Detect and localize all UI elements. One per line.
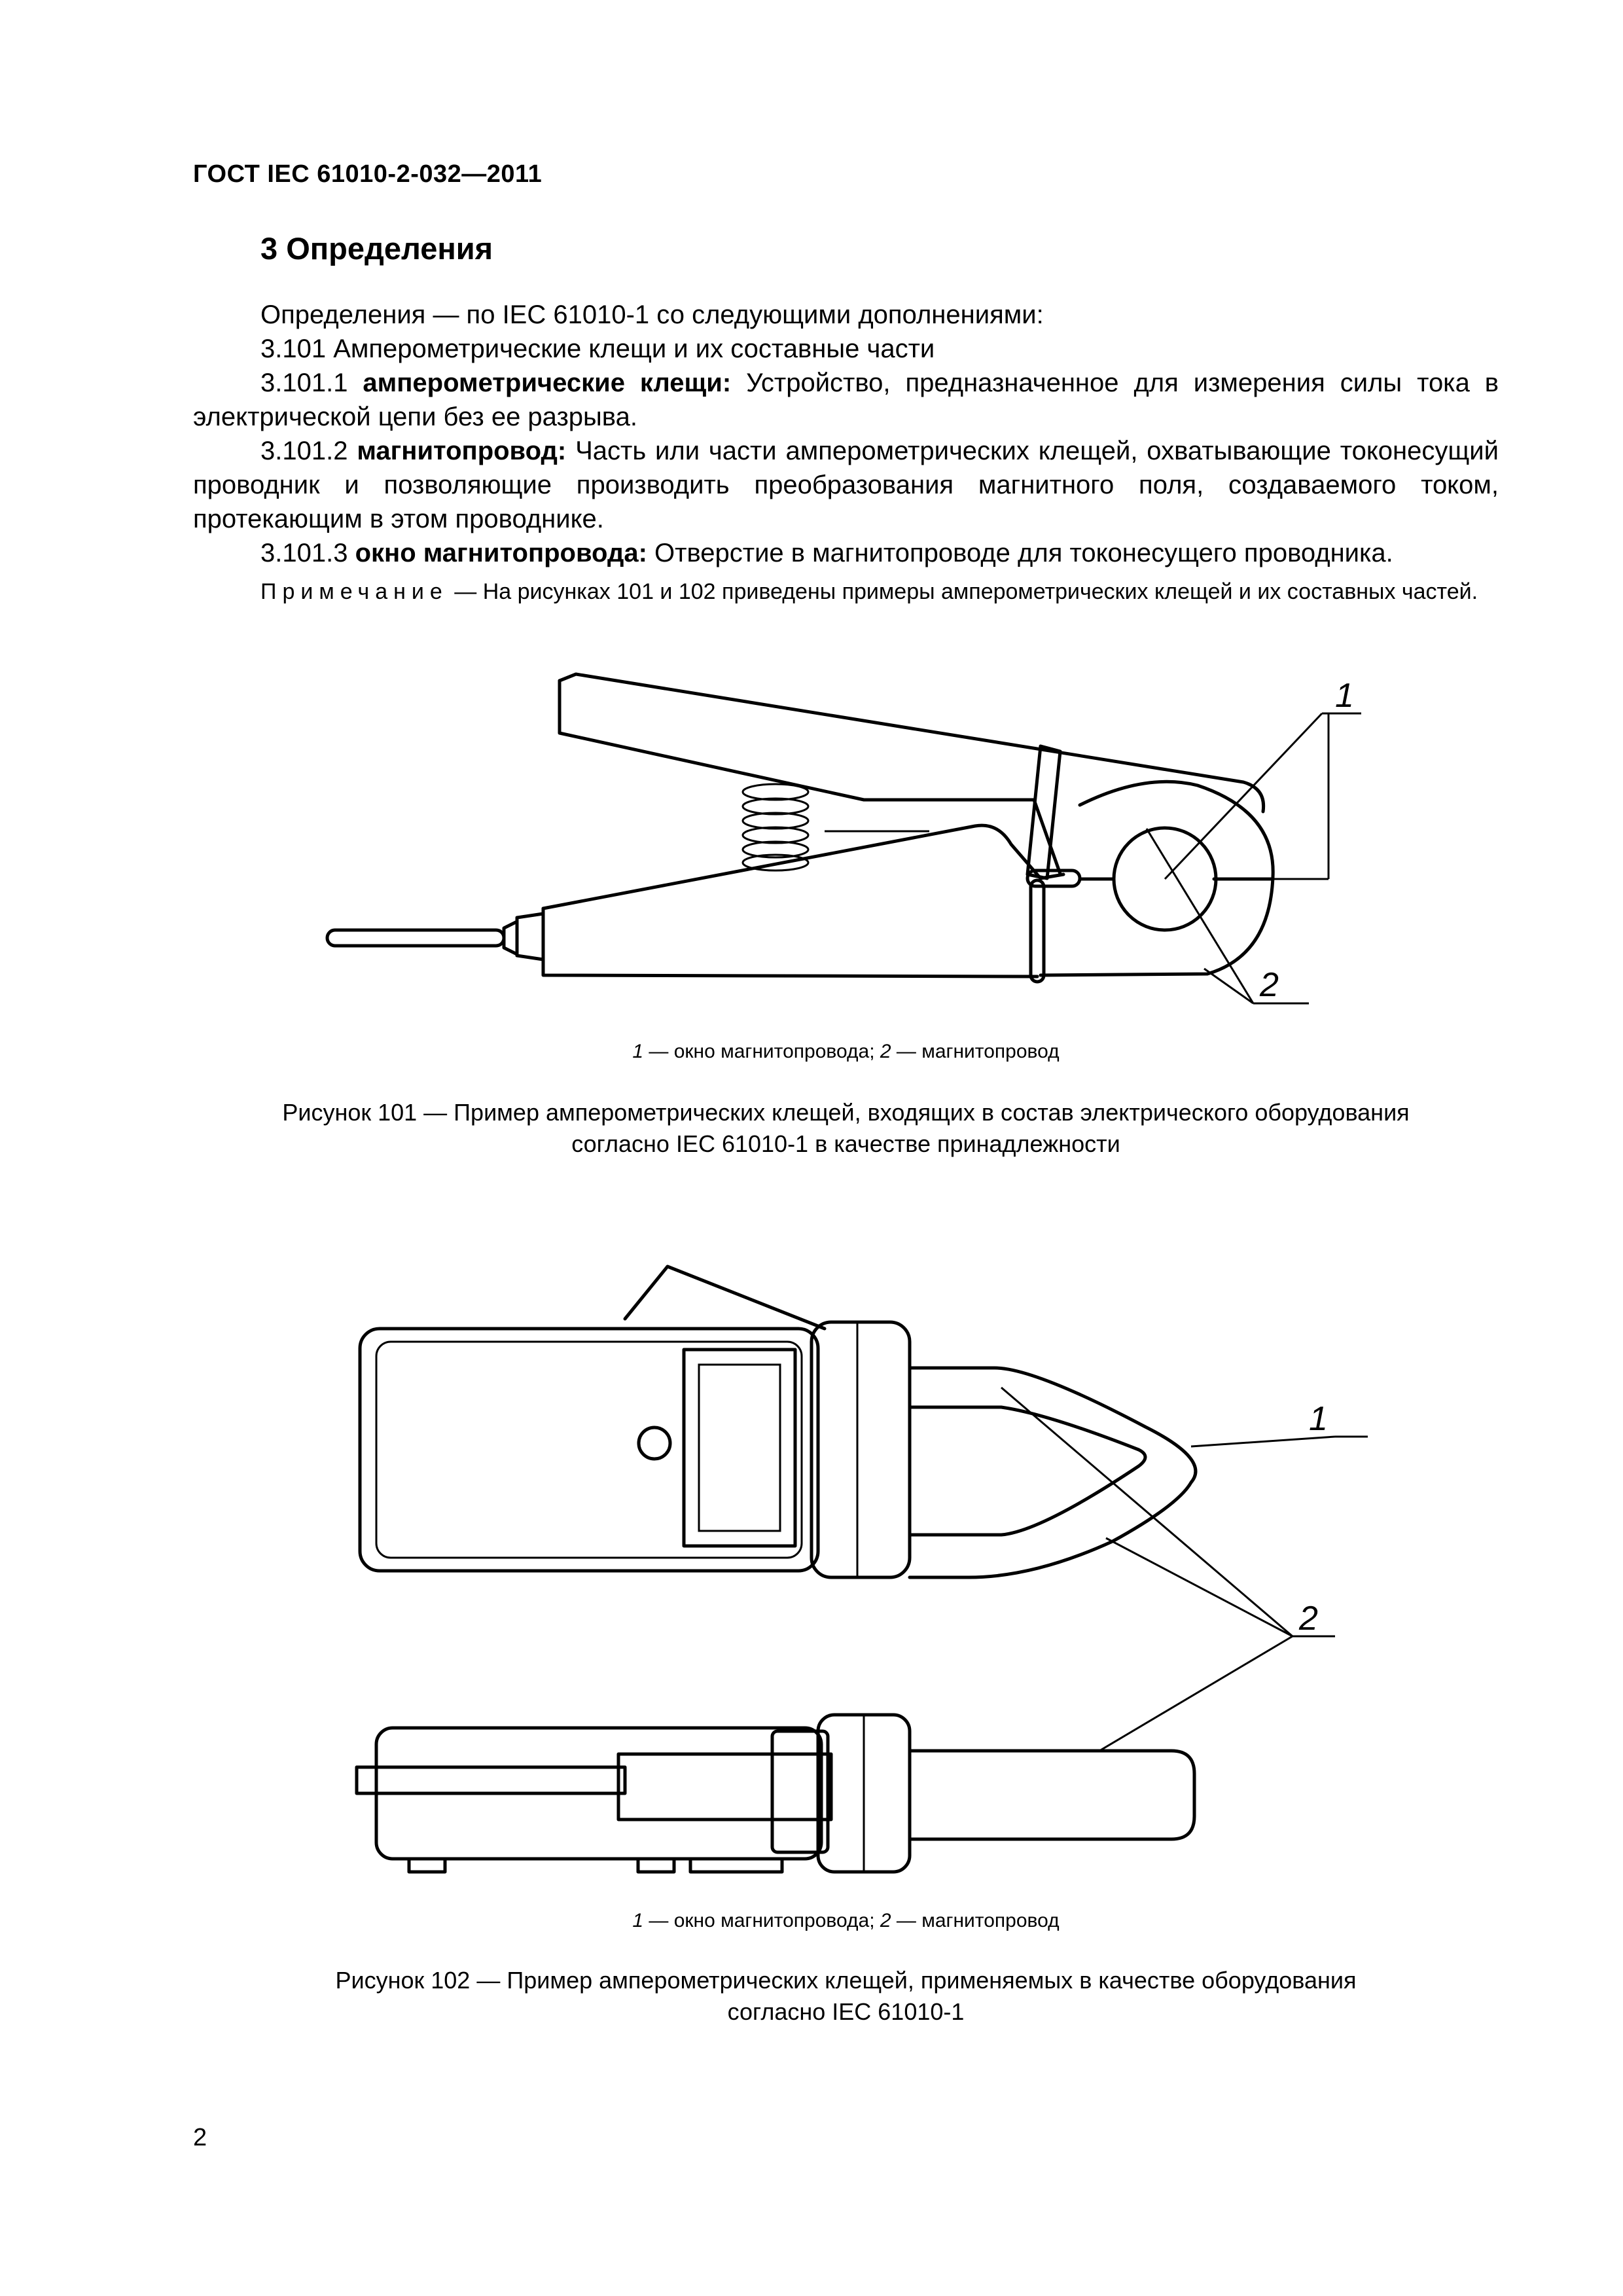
- note-text: — На рисунках 101 и 102 приведены примеры амперометрических клещей и их составных частей.: [448, 579, 1478, 604]
- jaw-window: [910, 1407, 1145, 1535]
- leader-102-2b: [1106, 1538, 1293, 1636]
- legend-text: — магнитопровод: [891, 1041, 1060, 1062]
- definition-number: 3.101.1: [260, 368, 363, 397]
- clamp-drawing-101: [327, 674, 1361, 1004]
- paragraph-3-101: 3.101 Амперометрические клещи и их составные части: [260, 334, 935, 363]
- definition-number: 3.101.2: [260, 437, 357, 465]
- legend-number: 1: [632, 1910, 644, 1931]
- upper-handle-underside: [560, 681, 1060, 874]
- legend-number: 1: [632, 1041, 644, 1062]
- meter-body-inner: [376, 1342, 802, 1558]
- display-inner: [699, 1365, 780, 1531]
- legend-text: — окно магнитопровода;: [643, 1910, 880, 1931]
- legend-text: — окно магнитопровода;: [643, 1041, 880, 1062]
- leader-2b: [1204, 969, 1253, 1003]
- leader-2a: [1147, 829, 1253, 1003]
- wire-connector: [504, 922, 517, 954]
- figure-102-caption-line2: согласно IEC 61010-1: [727, 1998, 965, 2025]
- leader-102-1: [1191, 1437, 1335, 1446]
- trigger: [625, 1266, 825, 1329]
- callout-label-1: 1: [1309, 1400, 1328, 1438]
- note-label: Примечание: [260, 579, 448, 604]
- figure-101-caption-line2: согласно IEC 61010-1 в качестве принадлежности: [571, 1130, 1120, 1157]
- definition-number: 3.101.3: [260, 539, 355, 567]
- section-title: 3 Определения: [260, 231, 493, 266]
- definition-text: Устройство, предназначенное для измерения силы тока в электрической цепи без ее разрыва.: [193, 368, 1499, 431]
- paragraph-intro: Определения — по IEC 61010-1 со следующими дополнениями:: [260, 300, 1044, 329]
- figure-102-legend: [193, 1910, 1499, 1932]
- legend-number: 2: [880, 1041, 891, 1062]
- clamp-drawing-102-top: [360, 1266, 1368, 1751]
- legend-text: — магнитопровод: [891, 1910, 1060, 1931]
- side-hinge: [618, 1754, 831, 1820]
- definition-term: амперометрические клещи:: [363, 368, 732, 397]
- jaw-outer: [910, 1368, 1196, 1577]
- leader-1a: [1165, 713, 1322, 879]
- jaw-collar: [812, 1322, 910, 1577]
- definition-text: Часть или части амперометрических клещей, охватывающие токонесущий проводник и позволяющие производить преобразования магнитного поля, создаваемого током, протекающим в этом проводнике.: [193, 437, 1499, 533]
- callout-label-1: 1: [1335, 677, 1354, 715]
- lower-handle-bottom: [543, 908, 1037, 977]
- wire-nut: [517, 914, 543, 960]
- definition-term: магнитопровод:: [357, 437, 567, 465]
- definition-text: Отверстие в магнитопроводе для токонесущего проводника.: [647, 539, 1393, 567]
- probe-wire: [327, 930, 504, 946]
- leader-102-2a: [1001, 1388, 1293, 1636]
- figure-101-caption-line1: Рисунок 101 — Пример амперометрических клещей, входящих в состав электрического оборудования: [282, 1099, 1410, 1126]
- display: [684, 1350, 795, 1546]
- clamp-drawing-102-side: [357, 1715, 1194, 1872]
- page-number: 2: [193, 2124, 207, 2151]
- figure-101-legend: [193, 1041, 1499, 1063]
- side-jaw: [910, 1751, 1194, 1839]
- leader-102-2c: [1099, 1636, 1293, 1751]
- definition-term: окно магнитопровода:: [355, 539, 647, 567]
- figure-102-caption-line1: Рисунок 102 — Пример амперометрических клещей, применяемых в качестве оборудования: [335, 1967, 1357, 1994]
- side-trigger: [376, 1767, 625, 1793]
- button: [639, 1427, 670, 1459]
- upper-handle: [560, 674, 1264, 812]
- callout-label-2: 2: [1299, 1600, 1318, 1638]
- document-header: ГОСТ IEC 61010-2-032—2011: [193, 160, 543, 188]
- callout-label-2: 2: [1260, 966, 1279, 1004]
- legend-number: 2: [880, 1910, 891, 1931]
- spring: [743, 784, 808, 870]
- hinge-lower: [1031, 880, 1044, 982]
